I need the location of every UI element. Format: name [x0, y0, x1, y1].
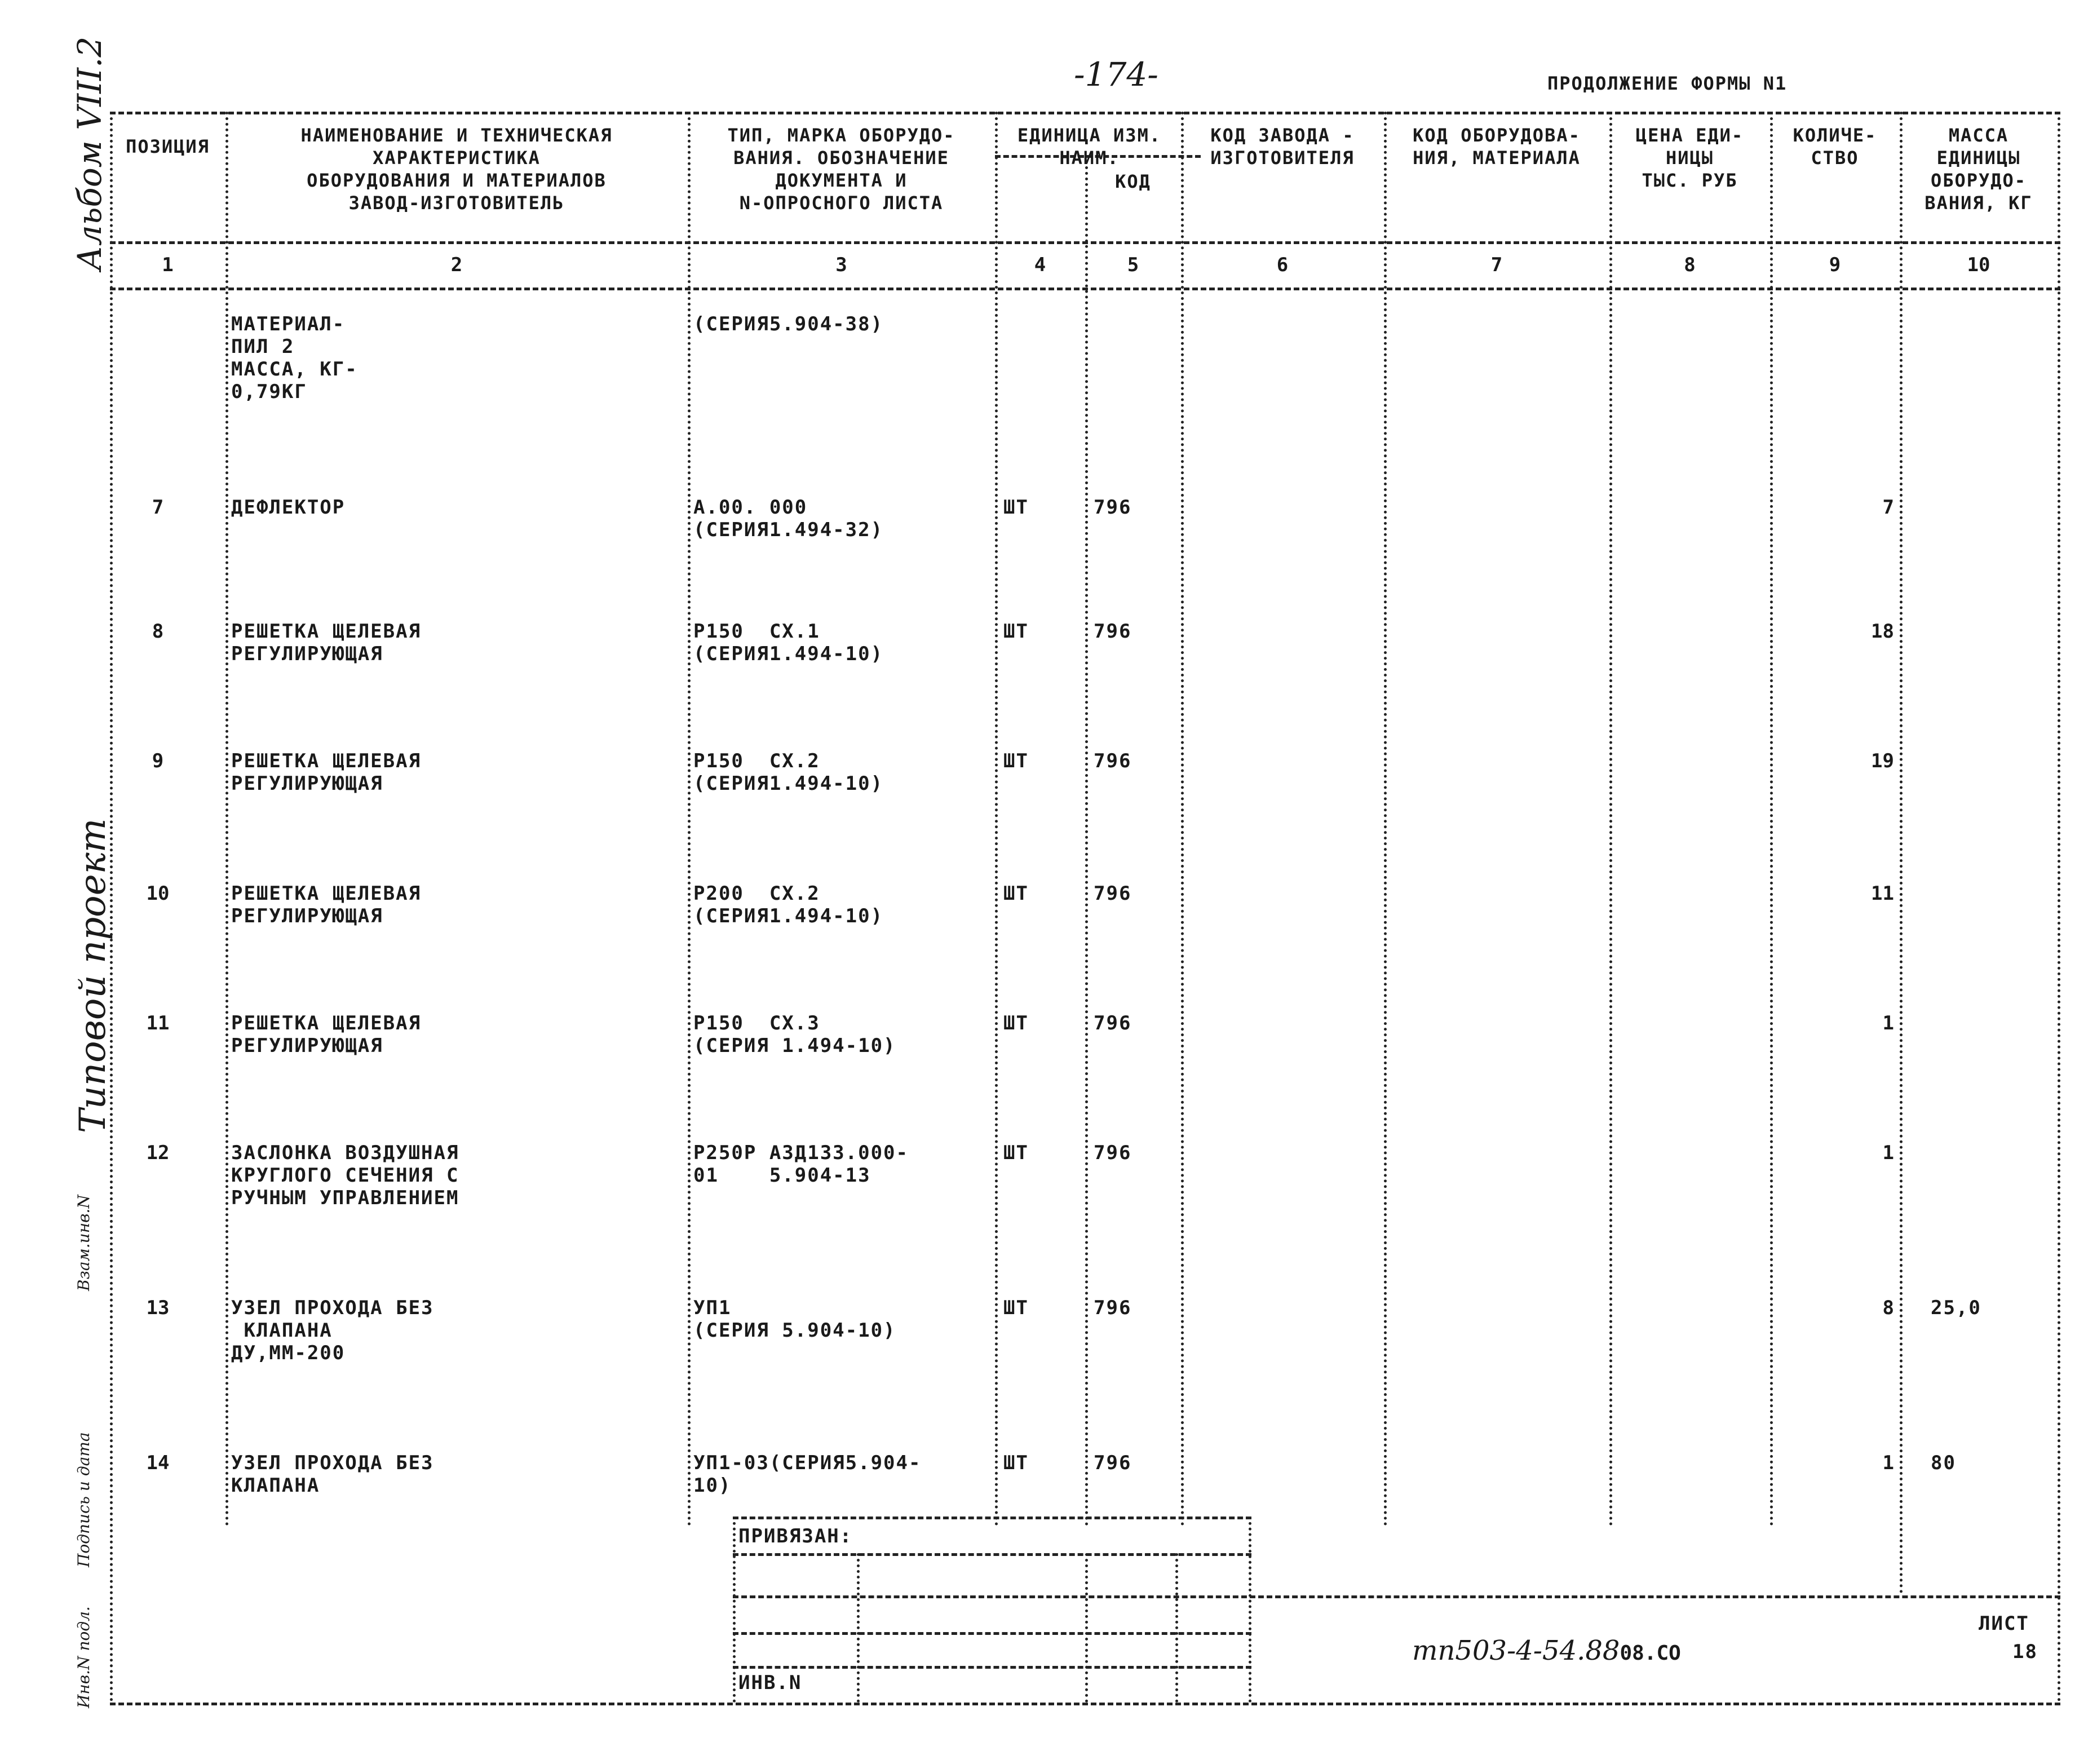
- col-number-4: 4: [1034, 254, 1046, 276]
- col-border-6: [1181, 112, 1184, 1527]
- sheet-label: ЛИСТ: [1979, 1612, 2029, 1635]
- row-8-position: 14: [146, 1452, 170, 1474]
- row-3-unit: ШТ: [1003, 750, 1029, 772]
- sheet-number: 18: [2012, 1641, 2038, 1663]
- row-3-quantity: 19: [1871, 750, 1894, 772]
- typical-project-label: Типовой проект: [72, 818, 114, 1133]
- row-4-type: Р200 СХ.2 (СЕРИЯ1.494-10): [693, 882, 884, 927]
- row-6-name: ЗАСЛОНКА ВОЗДУШНАЯ КРУГЛОГО СЕЧЕНИЯ С РУЧНЫМ УПРАВЛЕНИЕМ: [231, 1142, 459, 1209]
- col-header-9: КОЛИЧЕ- СТВО: [1793, 125, 1877, 169]
- row-3-name: РЕШЕТКА ЩЕЛЕВАЯ РЕГУЛИРУЮЩАЯ: [231, 750, 422, 795]
- stamp-line-3: [733, 1595, 2060, 1598]
- row-6-code: 796: [1094, 1142, 1132, 1164]
- row-2-quantity: 18: [1871, 620, 1894, 643]
- col-header-3: ТИП, МАРКА ОБОРУДО- ВАНИЯ. ОБОЗНАЧЕНИЕ ДОКУМЕНТА И N-ОПРОСНОГО ЛИСТА: [727, 125, 955, 214]
- stamp-label-inv: Инв.N подл.: [74, 1606, 93, 1708]
- col-border-9: [1770, 112, 1773, 1527]
- stamp-border-right: [1249, 1517, 1251, 1703]
- col-border-8: [1609, 112, 1612, 1527]
- row-1-type: А.00. 000 (СЕРИЯ1.494-32): [693, 496, 884, 541]
- row-3-position: 9: [152, 750, 164, 772]
- row-1-name: ДЕФЛЕКТОР: [231, 496, 346, 519]
- row-2-name: РЕШЕТКА ЩЕЛЕВАЯ РЕГУЛИРУЮЩАЯ: [231, 620, 422, 665]
- row-7-quantity: 8: [1882, 1297, 1894, 1319]
- col-header-2: НАИМЕНОВАНИЕ И ТЕХНИЧЕСКАЯ ХАРАКТЕРИСТИКА ОБОРУДОВАНИЯ И МАТЕРИАЛОВ ЗАВОД-ИЗГОТОВИТЕЛЬ: [300, 125, 613, 214]
- stamp-col-3: [1175, 1553, 1178, 1703]
- col-header-8: ЦЕНА ЕДИ- НИЦЫ ТЫС. РУБ: [1635, 125, 1744, 191]
- row-6-type: Р250Р АЗД133.000- 01 5.904-13: [693, 1142, 909, 1187]
- row-1-unit: ШТ: [1003, 496, 1029, 519]
- row-8-name: УЗЕЛ ПРОХОДА БЕЗ КЛАПАНА: [231, 1452, 434, 1497]
- row-5-name: РЕШЕТКА ЩЕЛЕВАЯ РЕГУЛИРУЮЩАЯ: [231, 1012, 422, 1057]
- row-1-position: 7: [152, 496, 164, 519]
- continuation-title: ПРОДОЛЖЕНИЕ ФОРМЫ N1: [1547, 73, 1788, 94]
- col-border-5: [1085, 155, 1088, 1527]
- row-7-name: УЗЕЛ ПРОХОДА БЕЗ КЛАПАНА ДУ,ММ-200: [231, 1297, 434, 1364]
- col-border-3: [688, 112, 691, 1527]
- row-5-type: Р150 СХ.3 (СЕРИЯ 1.494-10): [693, 1012, 896, 1057]
- row-4-unit: ШТ: [1003, 882, 1029, 905]
- row-2-code: 796: [1094, 620, 1132, 643]
- col-number-7: 7: [1490, 254, 1503, 276]
- col-number-8: 8: [1684, 254, 1696, 276]
- row-1-code: 796: [1094, 496, 1132, 519]
- row-7-code: 796: [1094, 1297, 1132, 1319]
- row-0-name: МАТЕРИАЛ- ПИЛ 2 МАССА, КГ- 0,79КГ: [231, 313, 358, 403]
- stamp-col-1: [857, 1553, 860, 1703]
- col-border-right: [2058, 112, 2060, 1703]
- col-border-10: [1900, 112, 1903, 1594]
- row-6-quantity: 1: [1882, 1142, 1894, 1164]
- col-border-2: [225, 112, 228, 1527]
- col-number-3: 3: [835, 254, 847, 276]
- row-1-quantity: 7: [1882, 496, 1894, 519]
- col-border-7: [1384, 112, 1387, 1527]
- row-4-quantity: 11: [1871, 882, 1894, 905]
- row-5-quantity: 1: [1882, 1012, 1894, 1034]
- document-code: [1412, 1635, 1681, 1666]
- col-number-1: 1: [162, 254, 174, 276]
- col-header-10: МАССА ЕДИНИЦЫ ОБОРУДО- ВАНИЯ, КГ: [1925, 125, 2033, 214]
- row-7-mass: 25,0: [1931, 1297, 1981, 1319]
- row-4-name: РЕШЕТКА ЩЕЛЕВАЯ РЕГУЛИРУЮЩАЯ: [231, 882, 422, 927]
- col-number-2: 2: [450, 254, 463, 276]
- col-header-5: КОД: [1115, 171, 1151, 192]
- stamp-line-1: [733, 1517, 1251, 1519]
- row-7-type: УП1 (СЕРИЯ 5.904-10): [693, 1297, 896, 1342]
- col-number-10: 10: [1967, 254, 1990, 276]
- col-number-9: 9: [1829, 254, 1841, 276]
- row-8-quantity: 1: [1882, 1452, 1894, 1474]
- col-border-4: [995, 112, 998, 1527]
- col-header-4: ЕДИНИЦА ИЗМ. НАИМ.: [1017, 125, 1162, 169]
- document-code-suffix: 08.СО: [1620, 1642, 1681, 1665]
- row-5-code: 796: [1094, 1012, 1132, 1034]
- row-6-unit: ШТ: [1003, 1142, 1029, 1164]
- stamp-line-2: [733, 1553, 1251, 1556]
- row-6-position: 12: [146, 1142, 170, 1164]
- row-5-unit: ШТ: [1003, 1012, 1029, 1034]
- col-number-6: 6: [1276, 254, 1289, 276]
- table-border-bottom: [110, 1703, 2060, 1705]
- row-4-position: 10: [146, 882, 170, 905]
- row-2-unit: ШТ: [1003, 620, 1029, 643]
- row-8-mass: 80: [1931, 1452, 1956, 1474]
- row-8-unit: ШТ: [1003, 1452, 1029, 1474]
- col-number-5: 5: [1127, 254, 1139, 276]
- col-header-6: КОД ЗАВОДА - ИЗГОТОВИТЕЛЯ: [1210, 125, 1355, 169]
- col-border-left: [110, 112, 113, 1703]
- stamp-line-4: [733, 1632, 1251, 1635]
- col-header-7: КОД ОБОРУДОВА- НИЯ, МАТЕРИАЛА: [1413, 125, 1581, 169]
- album-label: Альбом VIII.2: [70, 36, 109, 271]
- document-code-handwritten: тп503-4-54.88: [1412, 1635, 1620, 1666]
- stamp-col-2: [1085, 1553, 1088, 1703]
- row-2-position: 8: [152, 620, 164, 643]
- row-4-code: 796: [1094, 882, 1132, 905]
- table-border-top: [110, 112, 2060, 114]
- row-3-code: 796: [1094, 750, 1132, 772]
- row-5-position: 11: [146, 1012, 170, 1034]
- row-2-type: Р150 СХ.1 (СЕРИЯ1.494-10): [693, 620, 884, 665]
- row-7-unit: ШТ: [1003, 1297, 1029, 1319]
- stamp-privyazan: ПРИВЯЗАН:: [738, 1525, 853, 1548]
- page-number: -174-: [1074, 55, 1158, 94]
- row-8-code: 796: [1094, 1452, 1132, 1474]
- row-0-type: (СЕРИЯ5.904-38): [693, 313, 884, 335]
- row-8-type: УП1-03(СЕРИЯ5.904- 10): [693, 1452, 922, 1497]
- stamp-border-left: [733, 1517, 736, 1703]
- row-7-position: 13: [146, 1297, 170, 1319]
- col-header-1: ПОЗИЦИЯ: [126, 136, 210, 157]
- stamp-label-sign: Подпись и дата: [74, 1432, 93, 1567]
- stamp-inv-number: ИНВ.N: [738, 1672, 802, 1694]
- row-3-type: Р150 СХ.2 (СЕРИЯ1.494-10): [693, 750, 884, 795]
- stamp-line-5: [733, 1666, 1251, 1669]
- stamp-label-replace: Взам.инв.N: [74, 1195, 93, 1291]
